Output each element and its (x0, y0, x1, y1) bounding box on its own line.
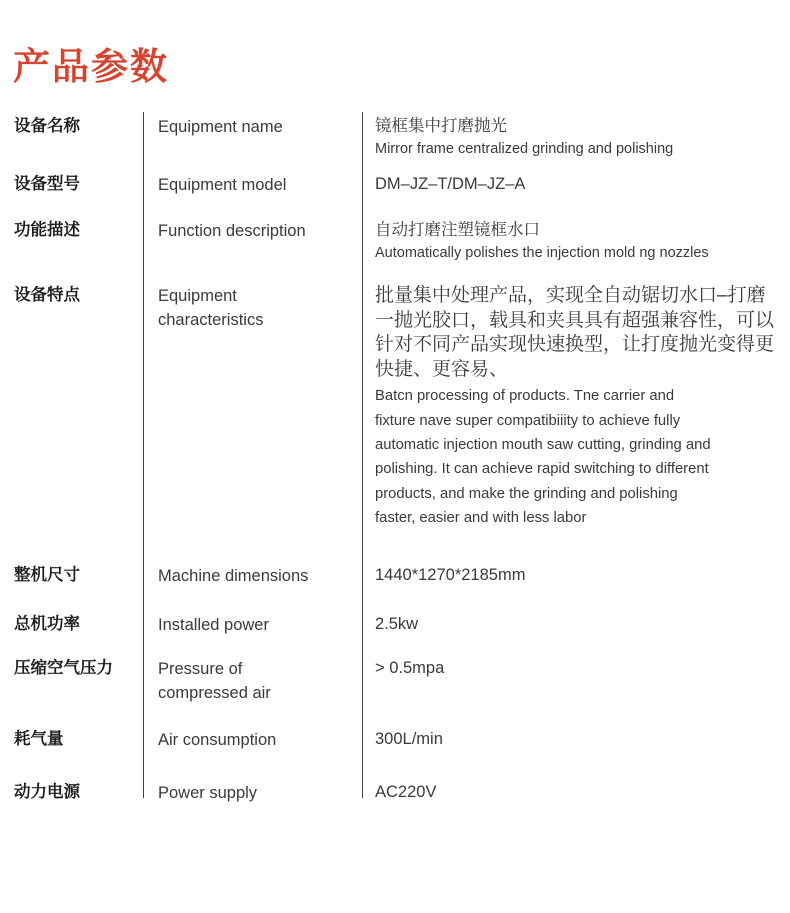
row-value: DM–JZ–T/DM–JZ–A (375, 175, 526, 193)
row-value (362, 115, 790, 160)
row-label-zh: 设备名称 (14, 117, 80, 135)
table-row-air-consumption (0, 728, 790, 752)
row-label-en: Pressure of compressed air (158, 660, 271, 702)
row-label-zh: 设备型号 (14, 175, 80, 193)
table-row-installed-power (0, 613, 790, 637)
value-en: Automatically polishes the injection mold ng nozzles (375, 245, 709, 261)
value-zh-paragraph: 批量集中处理产品，实现全自动锯切水口–打磨 一抛光胶口，载具和夹具具有超强兼容性，可以 针对不同产品实现快速换型，让打度抛光变得更 快捷、更容易、 (375, 285, 775, 380)
row-label-en: Power supply (158, 784, 258, 802)
row-value: 300L/min (375, 730, 443, 748)
table-row-function-description (0, 219, 790, 264)
table-row-equipment-characteristics (0, 284, 790, 530)
table-row-compressed-air-pressure (0, 657, 790, 705)
table-row-equipment-model (0, 173, 790, 197)
row-label-zh: 动力电源 (14, 783, 80, 801)
row-value: > 0.5mpa (375, 659, 445, 677)
row-label-en: Function description (158, 222, 306, 240)
row-value: AC220V (375, 783, 437, 801)
row-value (362, 219, 790, 264)
table-row-equipment-name (0, 115, 790, 160)
value-zh: 镜框集中打磨抛光 (375, 117, 507, 135)
table-row-machine-dimensions (0, 564, 790, 588)
row-label-en: Installed power (158, 616, 269, 634)
row-label-en: Machine dimensions (158, 567, 309, 585)
row-label-zh: 整机尺寸 (14, 566, 80, 584)
row-value (362, 284, 790, 530)
row-label-zh: 功能描述 (14, 221, 80, 239)
value-en: Mirror frame centralized grinding and polishing (375, 141, 674, 157)
row-label-zh: 压缩空气压力 (14, 659, 113, 677)
row-label-en: Equipment model (158, 176, 287, 194)
row-label-en: Equipment name (158, 118, 283, 136)
table-row-power-supply (0, 781, 790, 805)
value-zh: 自动打磨注塑镜框水口 (375, 221, 540, 239)
row-label-zh: 耗气量 (14, 730, 64, 748)
page-title: 产品参数 (13, 46, 169, 87)
value-en-paragraph: Batcn processing of products. Tne carrier and fixture nave super compatibiiity to achieve fully automatic injection mouth saw cutting, grinding and polishing. It can achieve rapid switching to different products, and make the grinding and polishing faster, easier and with less labor (375, 388, 711, 526)
row-label-zh: 总机功率 (14, 615, 80, 633)
row-label-en: Equipment characteristics (158, 287, 264, 329)
row-label-en: Air consumption (158, 731, 277, 749)
row-label-zh: 设备特点 (14, 286, 80, 304)
row-value: 1440*1270*2185mm (375, 566, 526, 584)
row-value: 2.5kw (375, 615, 419, 633)
